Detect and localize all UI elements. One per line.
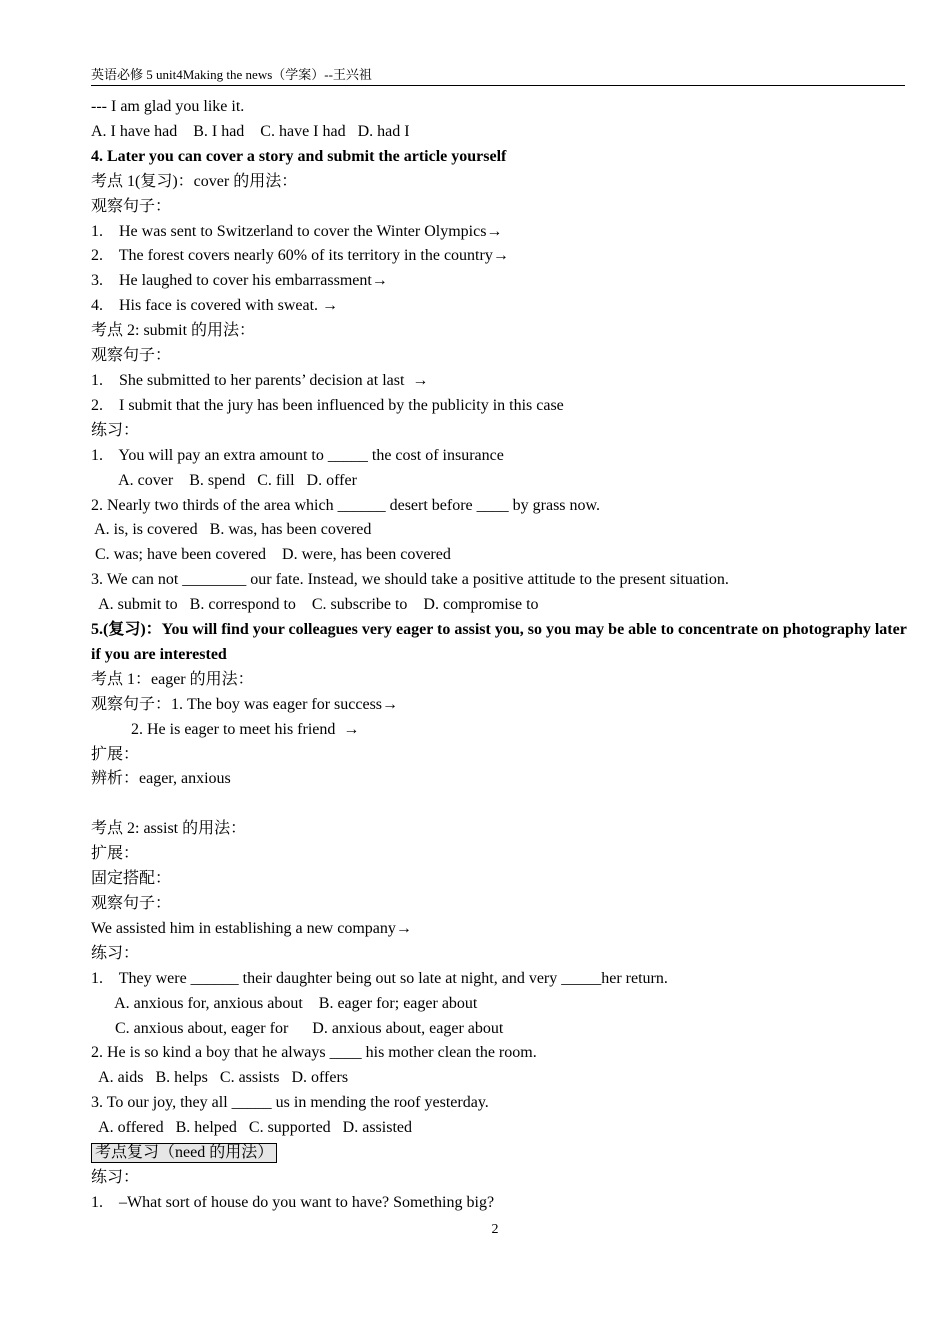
text-line: A. I have had B. I had C. have I had D. had I bbox=[91, 122, 410, 140]
text-line: 考点 1(复习)：cover 的用法： bbox=[91, 172, 298, 190]
text-line: 2. I submit that the jury has been influenced by the publicity in this case bbox=[91, 396, 564, 414]
boxed-heading: 考点复习（need 的用法） bbox=[91, 1143, 277, 1163]
text-line: A. aids B. helps C. assists D. offers bbox=[91, 1069, 349, 1087]
text-line: 2. He is so kind a boy that he always ____ his mother clean the room. bbox=[91, 1044, 537, 1062]
text-line: C. anxious about, eager for D. anxious about, eager about bbox=[91, 1019, 504, 1037]
text-line: 3. To our joy, they all _____ us in mending the roof yesterday. bbox=[91, 1094, 489, 1112]
page-number: 2 bbox=[491, 1222, 499, 1237]
text-line: 练习： bbox=[91, 421, 140, 439]
text-line: A. is, is covered B. was, has been covered bbox=[91, 521, 372, 539]
text-line: 固定搭配： bbox=[91, 870, 172, 888]
text-line: 3. He laughed to cover his embarrassment→ bbox=[91, 272, 388, 290]
text-line: C. was; have been covered D. were, has been covered bbox=[91, 546, 451, 564]
text-line: 考点 2: assist 的用法： bbox=[91, 820, 247, 838]
text-line: A. offered B. helped C. supported D. assisted bbox=[91, 1119, 412, 1137]
text-line bbox=[91, 1141, 907, 1166]
text-line: 观察句子： bbox=[91, 347, 172, 365]
text-line: A. anxious for, anxious about B. eager for; eager about bbox=[91, 994, 478, 1012]
text-line: 1. They were ______ their daughter being out so late at night, and very _____her return. bbox=[91, 969, 668, 987]
text-line: 5.(复习)：You will find your colleagues very eager to assist you, so you may be able to concentrate on photography later if you are interested bbox=[91, 621, 907, 663]
text-line: 2. Nearly two thirds of the area which ______ desert before ____ by grass now. bbox=[91, 496, 601, 514]
page-header: 英语必修 5 unit4Making the news（学案）--王兴祖 bbox=[91, 66, 905, 86]
text-line: 考点 2: submit 的用法： bbox=[91, 322, 256, 340]
text-line: A. submit to B. correspond to C. subscribe to D. compromise to bbox=[91, 596, 539, 614]
text-line: 练习： bbox=[91, 944, 140, 962]
text-line: 辨析：eager, anxious bbox=[91, 770, 231, 788]
text-line: 1. He was sent to Switzerland to cover the Winter Olympics→ bbox=[91, 222, 503, 240]
text-line: 观察句子： bbox=[91, 895, 172, 912]
text-line: --- I am glad you like it. bbox=[91, 98, 245, 115]
text-line: 2. The forest covers nearly 60% of its territory in the country→ bbox=[91, 247, 509, 265]
text-line: 练习： bbox=[91, 1168, 140, 1186]
text-line: 2. He is eager to meet his friend → bbox=[91, 720, 360, 738]
text-line: 1. She submitted to her parents’ decision at last → bbox=[91, 371, 429, 389]
text-line: We assisted him in establishing a new company→ bbox=[91, 919, 412, 937]
text-line: 3. We can not ________ our fate. Instead, we should take a positive attitude to the present situation. bbox=[91, 571, 729, 589]
text-line: 观察句子： bbox=[91, 197, 172, 215]
text-line: 观察句子：1. The boy was eager for success→ bbox=[91, 695, 399, 713]
text-line: 考点 1：eager 的用法： bbox=[91, 670, 254, 688]
text-line: 扩展： bbox=[91, 845, 140, 863]
text-line bbox=[91, 792, 907, 817]
text-line: 1. –What sort of house do you want to have? Something big? bbox=[91, 1193, 495, 1211]
text-line: A. cover B. spend C. fill D. offer bbox=[91, 471, 357, 489]
text-line: 4. Later you can cover a story and submit the article yourself bbox=[91, 147, 507, 165]
text-line: 4. His face is covered with sweat. → bbox=[91, 297, 339, 315]
text-line: 扩展： bbox=[91, 745, 140, 763]
text-line: 1. You will pay an extra amount to _____ the cost of insurance bbox=[91, 446, 504, 464]
document-body bbox=[91, 95, 907, 1216]
